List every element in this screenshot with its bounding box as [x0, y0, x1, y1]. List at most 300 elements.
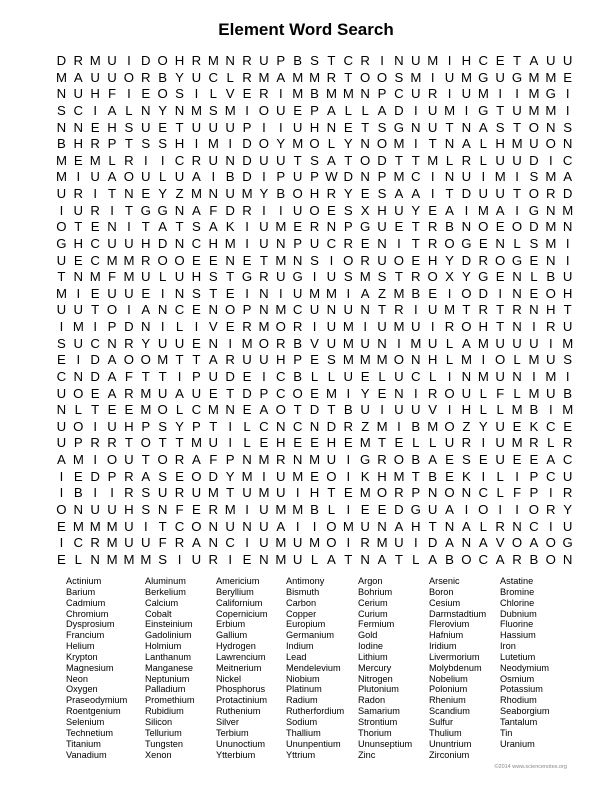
grid-letter[interactable]: U — [56, 435, 67, 451]
grid-letter[interactable]: R — [124, 152, 134, 168]
grid-letter[interactable]: U — [56, 385, 67, 401]
grid-letter[interactable]: N — [461, 535, 472, 551]
grid-letter[interactable]: M — [190, 186, 202, 201]
grid-letter[interactable]: R — [427, 385, 438, 401]
grid-letter[interactable]: Y — [563, 501, 573, 517]
grid-letter[interactable]: M — [494, 169, 506, 185]
grid-letter[interactable]: V — [428, 402, 438, 418]
grid-letter[interactable]: I — [397, 418, 401, 434]
grid-letter[interactable]: U — [208, 368, 219, 384]
grid-letter[interactable]: T — [209, 285, 218, 301]
grid-letter[interactable]: O — [511, 219, 523, 235]
grid-letter[interactable]: N — [411, 352, 421, 368]
grid-letter[interactable]: M — [190, 102, 202, 118]
grid-letter[interactable]: O — [393, 452, 405, 467]
grid-letter[interactable]: U — [73, 302, 84, 318]
grid-letter[interactable]: I — [127, 53, 131, 68]
grid-letter[interactable]: F — [108, 86, 117, 102]
grid-letter[interactable]: U — [562, 518, 573, 534]
grid-letter[interactable]: R — [529, 435, 539, 451]
grid-letter[interactable]: N — [174, 202, 185, 218]
grid-letter[interactable]: E — [529, 285, 539, 301]
grid-letter[interactable]: M — [393, 468, 405, 484]
grid-letter[interactable]: G — [410, 501, 421, 517]
grid-letter[interactable]: N — [461, 368, 472, 384]
grid-letter[interactable]: N — [157, 501, 168, 517]
grid-letter[interactable]: M — [292, 86, 304, 102]
grid-letter[interactable]: I — [413, 385, 418, 401]
grid-letter[interactable]: A — [428, 452, 438, 467]
grid-letter[interactable]: I — [262, 368, 266, 384]
grid-letter[interactable]: U — [259, 53, 269, 68]
grid-letter[interactable]: C — [546, 418, 556, 434]
grid-letter[interactable]: C — [411, 368, 421, 384]
grid-letter[interactable]: M — [545, 69, 557, 85]
grid-letter[interactable]: D — [141, 53, 151, 68]
grid-letter[interactable]: I — [565, 235, 570, 251]
grid-letter[interactable]: B — [57, 136, 66, 152]
grid-letter[interactable]: P — [293, 352, 303, 368]
grid-letter[interactable]: N — [73, 119, 84, 135]
grid-letter[interactable]: I — [481, 435, 486, 451]
grid-letter[interactable]: D — [90, 368, 100, 384]
grid-letter[interactable]: S — [175, 86, 184, 102]
grid-letter[interactable]: N — [512, 368, 522, 384]
grid-letter[interactable]: U — [191, 119, 202, 135]
grid-letter[interactable]: I — [245, 235, 249, 251]
grid-letter[interactable]: U — [208, 119, 219, 135]
grid-letter[interactable]: C — [259, 418, 269, 434]
grid-letter[interactable]: U — [427, 102, 438, 118]
grid-letter[interactable]: U — [56, 252, 67, 268]
grid-letter[interactable]: L — [209, 86, 217, 102]
grid-letter[interactable]: M — [292, 69, 304, 85]
grid-letter[interactable]: E — [360, 368, 370, 384]
grid-letter[interactable]: I — [110, 202, 114, 218]
grid-letter[interactable]: E — [445, 468, 454, 484]
grid-letter[interactable]: B — [445, 551, 454, 567]
grid-letter[interactable]: E — [90, 219, 100, 235]
grid-letter[interactable]: G — [562, 535, 573, 551]
grid-letter[interactable]: L — [496, 468, 504, 484]
grid-letter[interactable]: O — [157, 402, 168, 418]
grid-letter[interactable]: F — [124, 368, 133, 384]
grid-letter[interactable]: E — [310, 435, 319, 451]
grid-letter[interactable]: C — [343, 53, 354, 68]
grid-letter[interactable]: A — [478, 535, 488, 551]
grid-letter[interactable]: N — [394, 385, 404, 401]
grid-letter[interactable]: M — [342, 319, 354, 334]
grid-letter[interactable]: O — [225, 302, 236, 318]
grid-letter[interactable]: M — [106, 535, 118, 551]
grid-letter[interactable]: O — [478, 501, 489, 517]
grid-letter[interactable]: O — [56, 219, 67, 235]
grid-letter[interactable]: L — [108, 152, 116, 168]
grid-letter[interactable]: I — [312, 269, 317, 285]
grid-letter[interactable]: U — [478, 186, 489, 201]
grid-letter[interactable]: M — [89, 152, 101, 168]
grid-letter[interactable]: I — [565, 368, 570, 384]
grid-letter[interactable]: A — [445, 202, 454, 218]
grid-letter[interactable]: N — [157, 302, 168, 318]
grid-letter[interactable]: I — [548, 402, 553, 418]
grid-letter[interactable]: E — [360, 501, 370, 517]
grid-letter[interactable]: S — [141, 136, 151, 152]
grid-letter[interactable]: U — [259, 235, 269, 251]
grid-letter[interactable]: N — [411, 119, 421, 135]
grid-letter[interactable]: V — [310, 335, 319, 351]
grid-letter[interactable]: R — [427, 235, 438, 251]
grid-letter[interactable]: O — [545, 535, 556, 551]
grid-letter[interactable]: H — [107, 119, 117, 135]
grid-letter[interactable]: A — [411, 186, 421, 201]
grid-letter[interactable]: N — [546, 252, 556, 268]
grid-letter[interactable]: Y — [343, 186, 353, 201]
grid-letter[interactable]: E — [293, 102, 303, 118]
grid-letter[interactable]: P — [242, 119, 252, 135]
grid-letter[interactable]: R — [242, 69, 252, 85]
grid-letter[interactable]: I — [228, 136, 233, 152]
grid-letter[interactable]: M — [207, 402, 219, 418]
grid-letter[interactable]: H — [461, 402, 472, 418]
grid-letter[interactable]: N — [292, 252, 303, 268]
grid-letter[interactable]: P — [343, 219, 353, 235]
grid-letter[interactable]: S — [377, 269, 387, 285]
grid-letter[interactable]: T — [428, 136, 437, 152]
grid-letter[interactable]: E — [192, 302, 201, 318]
grid-letter[interactable]: I — [380, 402, 384, 418]
grid-letter[interactable]: U — [495, 69, 505, 85]
grid-letter[interactable]: R — [478, 302, 489, 318]
grid-letter[interactable]: T — [344, 69, 353, 85]
grid-letter[interactable]: U — [141, 269, 151, 285]
grid-letter[interactable]: A — [462, 136, 471, 152]
grid-letter[interactable]: M — [376, 535, 388, 551]
grid-letter[interactable]: M — [241, 468, 253, 484]
grid-letter[interactable]: T — [124, 136, 133, 152]
grid-letter[interactable]: R — [394, 302, 404, 318]
grid-letter[interactable]: E — [57, 518, 66, 534]
grid-letter[interactable]: P — [242, 302, 252, 318]
grid-letter[interactable]: R — [292, 319, 303, 334]
grid-letter[interactable]: U — [141, 119, 151, 135]
grid-letter[interactable]: I — [498, 86, 503, 102]
grid-letter[interactable]: E — [310, 385, 319, 401]
grid-letter[interactable]: M — [528, 69, 540, 85]
grid-letter[interactable]: M — [106, 252, 118, 268]
grid-letter[interactable]: M — [89, 518, 101, 534]
grid-letter[interactable]: U — [326, 452, 337, 467]
grid-letter[interactable]: R — [73, 186, 84, 201]
grid-letter[interactable]: U — [377, 252, 387, 268]
grid-letter[interactable]: H — [427, 352, 438, 368]
grid-letter[interactable]: R — [326, 186, 337, 201]
grid-letter[interactable]: N — [225, 53, 235, 68]
grid-letter[interactable]: E — [242, 252, 252, 268]
grid-letter[interactable]: D — [394, 501, 404, 517]
grid-letter[interactable]: A — [394, 186, 404, 201]
grid-letter[interactable]: T — [496, 319, 505, 334]
grid-letter[interactable]: H — [276, 352, 286, 368]
grid-letter[interactable]: M — [359, 435, 371, 451]
grid-letter[interactable]: E — [428, 202, 438, 218]
grid-letter[interactable]: N — [360, 551, 370, 567]
grid-letter[interactable]: E — [192, 501, 201, 517]
grid-letter[interactable]: R — [259, 269, 269, 285]
grid-letter[interactable]: N — [124, 186, 134, 201]
grid-letter[interactable]: I — [127, 86, 131, 102]
grid-letter[interactable]: O — [326, 535, 337, 551]
grid-letter[interactable]: I — [430, 69, 435, 85]
grid-letter[interactable]: S — [343, 202, 353, 218]
grid-letter[interactable]: G — [140, 202, 151, 218]
grid-letter[interactable]: N — [512, 518, 522, 534]
grid-letter[interactable]: O — [258, 136, 270, 152]
grid-letter[interactable]: E — [192, 252, 201, 268]
grid-letter[interactable]: E — [445, 452, 454, 467]
grid-letter[interactable]: R — [90, 136, 100, 152]
grid-letter[interactable]: I — [160, 152, 165, 168]
grid-letter[interactable]: U — [529, 335, 539, 351]
grid-letter[interactable]: U — [90, 169, 100, 185]
grid-letter[interactable]: T — [394, 269, 403, 285]
grid-letter[interactable]: N — [174, 235, 185, 251]
grid-letter[interactable]: E — [310, 468, 319, 484]
grid-letter[interactable]: P — [141, 418, 151, 434]
grid-letter[interactable]: T — [226, 385, 235, 401]
grid-letter[interactable]: U — [411, 319, 421, 334]
grid-letter[interactable]: T — [108, 186, 117, 201]
grid-letter[interactable]: E — [293, 435, 303, 451]
grid-letter[interactable]: S — [57, 102, 66, 118]
grid-letter[interactable]: U — [276, 152, 286, 168]
grid-letter[interactable]: M — [72, 452, 84, 467]
grid-letter[interactable]: M — [359, 352, 371, 368]
grid-letter[interactable]: B — [310, 86, 319, 102]
grid-letter[interactable]: F — [513, 485, 522, 501]
grid-letter[interactable]: O — [393, 252, 405, 268]
grid-letter[interactable]: M — [275, 252, 287, 268]
grid-letter[interactable]: N — [461, 119, 472, 135]
grid-letter[interactable]: U — [326, 335, 337, 351]
grid-letter[interactable]: E — [394, 435, 404, 451]
grid-letter[interactable]: G — [478, 102, 489, 118]
grid-letter[interactable]: R — [427, 86, 438, 102]
grid-letter[interactable]: I — [93, 186, 98, 201]
grid-letter[interactable]: U — [546, 352, 556, 368]
grid-letter[interactable]: S — [327, 352, 336, 368]
grid-letter[interactable]: L — [327, 136, 336, 152]
grid-letter[interactable]: R — [562, 485, 573, 501]
grid-letter[interactable]: D — [427, 535, 438, 551]
grid-letter[interactable]: I — [278, 86, 283, 102]
grid-letter[interactable]: U — [343, 368, 354, 384]
grid-letter[interactable]: R — [309, 219, 320, 235]
grid-letter[interactable]: U — [292, 202, 303, 218]
grid-letter[interactable]: T — [226, 485, 235, 501]
grid-letter[interactable]: L — [159, 169, 167, 185]
grid-letter[interactable]: K — [225, 219, 235, 235]
grid-letter[interactable]: M — [376, 352, 388, 368]
grid-letter[interactable]: O — [444, 418, 455, 434]
grid-letter[interactable]: B — [293, 368, 303, 384]
grid-letter[interactable]: R — [461, 152, 472, 168]
grid-letter[interactable]: U — [124, 518, 134, 534]
grid-letter[interactable]: N — [276, 418, 286, 434]
grid-letter[interactable]: M — [410, 69, 422, 85]
grid-letter[interactable]: I — [498, 501, 503, 517]
grid-letter[interactable]: O — [309, 202, 320, 218]
grid-letter[interactable]: L — [310, 551, 319, 567]
grid-letter[interactable]: M — [140, 551, 152, 567]
grid-letter[interactable]: M — [55, 152, 67, 168]
grid-letter[interactable]: H — [73, 235, 84, 251]
grid-letter[interactable]: A — [276, 518, 286, 534]
grid-letter[interactable]: I — [93, 102, 98, 118]
grid-letter[interactable]: O — [292, 186, 303, 201]
grid-letter[interactable]: Y — [411, 202, 421, 218]
grid-letter[interactable]: S — [462, 452, 471, 467]
grid-letter[interactable]: U — [394, 368, 404, 384]
grid-letter[interactable]: T — [327, 402, 336, 418]
grid-letter[interactable]: B — [310, 501, 319, 517]
grid-letter[interactable]: A — [107, 368, 117, 384]
grid-letter[interactable]: L — [479, 136, 487, 152]
grid-letter[interactable]: M — [275, 501, 287, 517]
grid-letter[interactable]: E — [57, 551, 66, 567]
grid-letter[interactable]: O — [360, 69, 371, 85]
grid-letter[interactable]: L — [429, 368, 437, 384]
grid-letter[interactable]: I — [278, 119, 283, 135]
grid-letter[interactable]: T — [513, 53, 522, 68]
grid-letter[interactable]: M — [106, 518, 118, 534]
grid-letter[interactable]: L — [445, 152, 454, 168]
grid-letter[interactable]: M — [460, 69, 472, 85]
grid-letter[interactable]: I — [346, 385, 351, 401]
grid-letter[interactable]: S — [529, 169, 539, 185]
grid-letter[interactable]: A — [175, 385, 184, 401]
grid-letter[interactable]: R — [343, 418, 354, 434]
grid-letter[interactable]: L — [445, 335, 454, 351]
grid-letter[interactable]: B — [411, 452, 421, 467]
grid-letter[interactable]: L — [412, 551, 420, 567]
grid-letter[interactable]: I — [515, 468, 519, 484]
grid-letter[interactable]: N — [394, 53, 404, 68]
grid-letter[interactable]: U — [512, 335, 522, 351]
grid-letter[interactable]: Y — [478, 418, 488, 434]
grid-letter[interactable]: I — [93, 418, 98, 434]
grid-letter[interactable]: E — [310, 352, 319, 368]
grid-letter[interactable]: E — [73, 152, 83, 168]
grid-letter[interactable]: C — [546, 468, 556, 484]
grid-letter[interactable]: L — [226, 69, 234, 85]
grid-letter[interactable]: V — [225, 86, 235, 102]
grid-letter[interactable]: Y — [225, 468, 235, 484]
grid-letter[interactable]: R — [73, 53, 84, 68]
grid-letter[interactable]: R — [174, 485, 185, 501]
grid-letter[interactable]: A — [445, 501, 454, 517]
grid-letter[interactable]: E — [90, 285, 100, 301]
grid-letter[interactable]: M — [140, 385, 152, 401]
grid-letter[interactable]: A — [107, 352, 117, 368]
grid-letter[interactable]: U — [107, 285, 117, 301]
grid-letter[interactable]: A — [428, 551, 438, 567]
grid-letter[interactable]: N — [73, 269, 84, 285]
grid-letter[interactable]: R — [411, 269, 421, 285]
grid-letter[interactable]: T — [394, 551, 403, 567]
grid-letter[interactable]: N — [259, 302, 269, 318]
grid-letter[interactable]: N — [360, 86, 370, 102]
grid-letter[interactable]: I — [312, 518, 317, 534]
grid-letter[interactable]: O — [376, 136, 388, 152]
grid-letter[interactable]: B — [225, 169, 235, 185]
grid-letter[interactable]: M — [376, 418, 388, 434]
grid-letter[interactable]: M — [207, 136, 219, 152]
grid-letter[interactable]: M — [393, 136, 405, 152]
grid-letter[interactable]: U — [495, 368, 505, 384]
grid-letter[interactable]: O — [157, 53, 168, 68]
grid-letter[interactable]: H — [191, 269, 202, 285]
grid-letter[interactable]: L — [344, 102, 352, 118]
grid-letter[interactable]: O — [511, 535, 523, 551]
grid-letter[interactable]: O — [157, 86, 168, 102]
grid-letter[interactable]: U — [56, 302, 67, 318]
grid-letter[interactable]: U — [309, 302, 320, 318]
grid-letter[interactable]: I — [413, 535, 418, 551]
grid-letter[interactable]: B — [73, 485, 83, 501]
grid-letter[interactable]: T — [378, 435, 387, 451]
grid-letter[interactable]: I — [76, 285, 81, 301]
grid-letter[interactable]: A — [445, 535, 454, 551]
grid-letter[interactable]: I — [59, 319, 64, 334]
grid-letter[interactable]: I — [515, 501, 519, 517]
grid-letter[interactable]: I — [346, 535, 351, 551]
grid-letter[interactable]: D — [225, 202, 235, 218]
grid-letter[interactable]: T — [361, 119, 370, 135]
grid-letter[interactable]: P — [276, 169, 286, 185]
grid-letter[interactable]: F — [158, 535, 167, 551]
grid-letter[interactable]: C — [174, 302, 185, 318]
grid-letter[interactable]: M — [342, 335, 354, 351]
grid-letter[interactable]: T — [124, 202, 133, 218]
grid-letter[interactable]: O — [258, 335, 270, 351]
grid-letter[interactable]: C — [174, 518, 185, 534]
grid-letter[interactable]: M — [292, 136, 304, 152]
grid-letter[interactable]: I — [245, 219, 249, 235]
grid-letter[interactable]: U — [292, 119, 303, 135]
grid-letter[interactable]: I — [160, 319, 165, 334]
grid-letter[interactable]: I — [532, 319, 536, 334]
grid-letter[interactable]: M — [292, 468, 304, 484]
grid-letter[interactable]: N — [512, 319, 522, 334]
grid-letter[interactable]: U — [360, 335, 370, 351]
grid-letter[interactable]: M — [123, 252, 135, 268]
grid-letter[interactable]: A — [57, 452, 66, 467]
grid-letter[interactable]: P — [293, 235, 303, 251]
grid-letter[interactable]: H — [377, 468, 387, 484]
grid-letter[interactable]: I — [481, 352, 486, 368]
grid-letter[interactable]: T — [74, 219, 83, 235]
grid-letter[interactable]: A — [462, 335, 471, 351]
grid-letter[interactable]: U — [208, 152, 219, 168]
grid-letter[interactable]: D — [529, 152, 539, 168]
grid-letter[interactable]: S — [394, 69, 404, 85]
grid-letter[interactable]: R — [208, 501, 219, 517]
grid-letter[interactable]: O — [292, 385, 303, 401]
grid-letter[interactable]: R — [360, 535, 370, 551]
grid-letter[interactable]: I — [127, 219, 131, 235]
grid-letter[interactable]: B — [445, 219, 454, 235]
